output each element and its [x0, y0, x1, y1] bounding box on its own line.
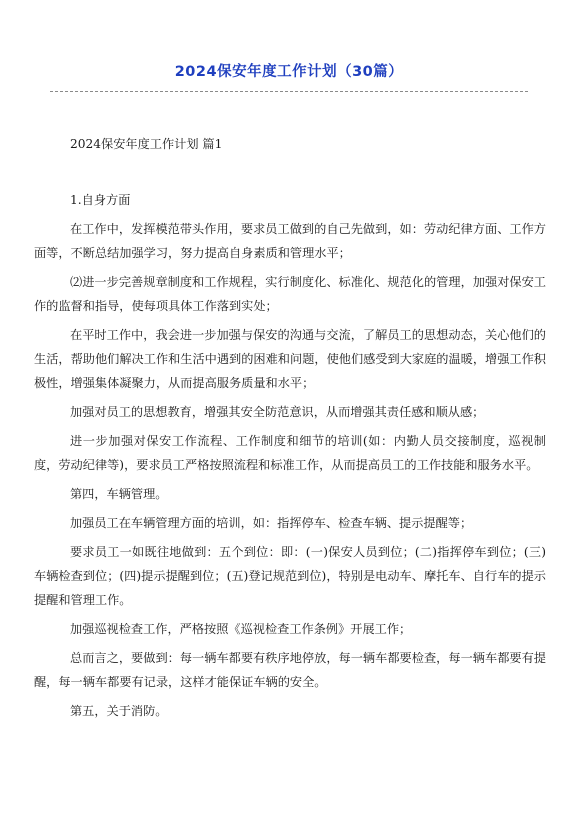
- paragraph: 第四，车辆管理。: [70, 487, 168, 501]
- paragraph: 要求员工一如既往地做到：五个到位：即：(一)保安人员到位；(二)指挥停车到位；(三)车辆检查到位；(四)提示提醒到位；(五)登记规范到位)，特别是电动车、摩托车、自行车的提示提醒和管理工作。: [34, 545, 546, 607]
- paragraph: 第五，关于消防。: [70, 704, 168, 718]
- paragraph: 加强对员工的思想教育，增强其安全防范意识，从而增强其责任感和顺从感；: [70, 405, 485, 419]
- paragraph: 进一步加强对保安工作流程、工作制度和细节的培训(如：内勤人员交接制度，巡视制度，劳动纪律等)，要求员工严格按照流程和标准工作，从而提高员工的工作技能和服务水平。: [34, 434, 546, 472]
- document-body: [34, 132, 546, 728]
- paragraph: 总而言之，要做到：每一辆车都要有秩序地停放，每一辆车都要检查，每一辆车都要有提醒，每一辆车都要有记录，这样才能保证车辆的安全。: [34, 651, 546, 689]
- paragraph: ⑵进一步完善规章制度和工作规程，实行制度化、标准化、规范化的管理，加强对保安工作的监督和指导，使每项具体工作落到实处；: [34, 275, 546, 313]
- document-title: 2024保安年度工作计划（30篇）: [174, 64, 404, 80]
- title-divider: [50, 91, 528, 92]
- section-heading: 2024保安年度工作计划 篇1: [70, 137, 223, 151]
- paragraph: 在工作中，发挥模范带头作用，要求员工做到的自己先做到，如：劳动纪律方面、工作方面等，不断总结加强学习，努力提高自身素质和管理水平；: [34, 222, 546, 260]
- paragraph: 加强巡视检查工作，严格按照《巡视检查工作条例》开展工作；: [70, 622, 412, 636]
- paragraph: 在平时工作中，我会进一步加强与保安的沟通与交流，了解员工的思想动态，关心他们的生活，帮助他们解决工作和生活中遇到的困难和问题，使他们感受到大家庭的温暖，增强工作积极性，增强集体凝聚力，从而提高服务质量和水平；: [34, 328, 546, 390]
- paragraph: 1.自身方面: [70, 193, 131, 207]
- paragraph: 加强员工在车辆管理方面的培训，如：指挥停车、检查车辆、提示提醒等；: [70, 516, 473, 530]
